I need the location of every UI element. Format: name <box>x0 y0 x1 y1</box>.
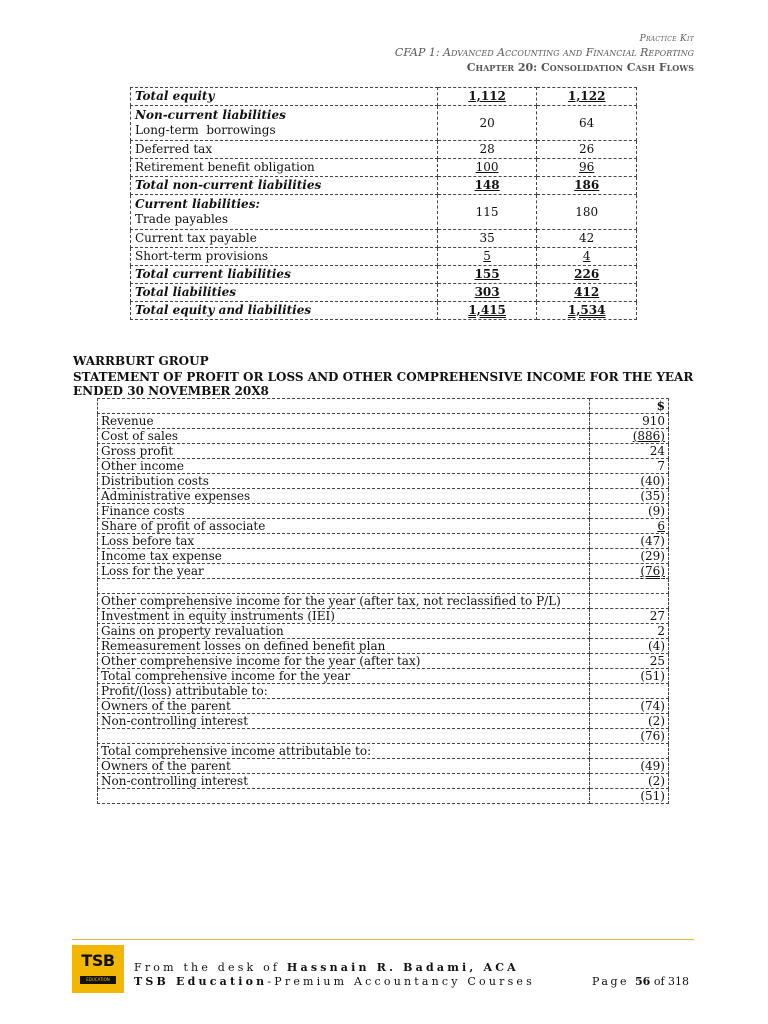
row-label <box>98 579 590 594</box>
footer-author-line <box>134 961 519 974</box>
table-row <box>98 504 669 519</box>
profit-loss-table <box>97 398 669 804</box>
cell-value: (9) <box>590 504 669 519</box>
row-label <box>131 106 438 141</box>
row-label <box>98 399 590 414</box>
row-label: Finance costs <box>98 504 590 519</box>
row-label: Gains on property revaluation <box>98 624 590 639</box>
table-row <box>98 534 669 549</box>
table-row <box>98 429 669 444</box>
cell-value: (51) <box>590 669 669 684</box>
table-row <box>98 564 669 579</box>
table-row <box>131 159 637 177</box>
footer-brand-line <box>134 975 535 988</box>
cell-value: 100 <box>437 159 537 177</box>
cell-value: 24 <box>590 444 669 459</box>
row-label <box>131 195 438 230</box>
cell-value: 1,415 <box>437 302 537 320</box>
cell-value: 64 <box>537 106 637 141</box>
cell-value: 412 <box>537 284 637 302</box>
cell-value: (2) <box>590 774 669 789</box>
row-label: Revenue <box>98 414 590 429</box>
cell-value <box>590 684 669 699</box>
footer-brand-name: TSB Education <box>134 975 268 988</box>
table-row <box>131 106 637 141</box>
table-row <box>98 444 669 459</box>
statement-title: STATEMENT OF PROFIT OR LOSS AND OTHER COMPREHENSIVE INCOME FOR THE YEAR <box>73 370 694 384</box>
cell-value: 42 <box>537 230 637 248</box>
footer-author-name: Hassnain R. Badami, ACA <box>286 961 519 974</box>
table-row <box>131 177 637 195</box>
row-label: Other comprehensive income for the year (after tax, not reclassified to P/L) <box>98 594 590 609</box>
table-row <box>131 141 637 159</box>
cell-value: (51) <box>590 789 669 804</box>
section-heading: Non-current liabilities <box>135 108 286 122</box>
row-label: Gross profit <box>98 444 590 459</box>
footer-divider <box>72 939 694 940</box>
cell-value: 28 <box>437 141 537 159</box>
table-row <box>131 88 637 106</box>
row-label: Deferred tax <box>131 141 438 159</box>
cell-value: (29) <box>590 549 669 564</box>
row-label: Current tax payable <box>131 230 438 248</box>
cell-value: (49) <box>590 759 669 774</box>
table-row <box>98 549 669 564</box>
cell-value <box>590 594 669 609</box>
row-label: Short-term provisions <box>131 248 438 266</box>
section-heading: Current liabilities: <box>135 197 260 211</box>
table-row <box>98 699 669 714</box>
page-total: of 318 <box>650 975 690 988</box>
table-row <box>131 266 637 284</box>
row-label: Cost of sales <box>98 429 590 444</box>
table-row <box>131 302 637 320</box>
cell-value: (4) <box>590 639 669 654</box>
cell-value: 1,112 <box>437 88 537 106</box>
group-title: WARRBURT GROUP <box>73 354 209 368</box>
footer-prefix: From the desk of <box>134 961 287 974</box>
cell-value: (47) <box>590 534 669 549</box>
cell-value: 6 <box>590 519 669 534</box>
cell-value: 186 <box>537 177 637 195</box>
row-label: Other comprehensive income for the year (after tax) <box>98 654 590 669</box>
cell-value: $ <box>590 399 669 414</box>
row-label: Total equity and liabilities <box>131 302 438 320</box>
row-label: Distribution costs <box>98 474 590 489</box>
table-row <box>98 414 669 429</box>
cell-value: (2) <box>590 714 669 729</box>
cell-value: (76) <box>590 729 669 744</box>
table-row <box>98 459 669 474</box>
logo-text: TSB <box>81 951 115 970</box>
table-row <box>98 669 669 684</box>
table-row <box>98 714 669 729</box>
cell-value <box>590 744 669 759</box>
table-row <box>131 195 637 230</box>
table-row <box>98 609 669 624</box>
cell-value <box>590 579 669 594</box>
cell-value: 7 <box>590 459 669 474</box>
table-row <box>98 774 669 789</box>
cell-value: 148 <box>437 177 537 195</box>
row-label: Total comprehensive income for the year <box>98 669 590 684</box>
row-label-text: Trade payables <box>135 212 229 226</box>
row-label: Total liabilities <box>131 284 438 302</box>
header-practice-kit: Practice Kit <box>639 34 694 44</box>
table-row <box>98 654 669 669</box>
cell-value: (76) <box>590 564 669 579</box>
table-row <box>131 248 637 266</box>
cell-value: 5 <box>437 248 537 266</box>
cell-value: 115 <box>437 195 537 230</box>
table-row <box>98 624 669 639</box>
cell-value: 96 <box>537 159 637 177</box>
balance-sheet-table <box>130 87 637 320</box>
cell-value: 27 <box>590 609 669 624</box>
page-prefix: Page <box>592 975 636 988</box>
row-label: Other income <box>98 459 590 474</box>
cell-value: (74) <box>590 699 669 714</box>
header-course-title: CFAP 1: Advanced Accounting and Financial Reporting <box>394 46 694 59</box>
table-row <box>98 474 669 489</box>
table-row <box>98 489 669 504</box>
cell-value: 4 <box>537 248 637 266</box>
row-label: Non-controlling interest <box>98 774 590 789</box>
table-row <box>131 284 637 302</box>
table-row <box>98 744 669 759</box>
table-row <box>98 729 669 744</box>
cell-value: 1,122 <box>537 88 637 106</box>
tsb-logo <box>72 945 124 993</box>
table-row <box>98 684 669 699</box>
table-row <box>98 759 669 774</box>
table-row <box>98 789 669 804</box>
row-label <box>98 729 590 744</box>
row-label: Income tax expense <box>98 549 590 564</box>
table-row <box>98 594 669 609</box>
row-label: Owners of the parent <box>98 699 590 714</box>
row-label: Investment in equity instruments (IEI) <box>98 609 590 624</box>
row-label-text: Long-term borrowings <box>135 123 276 137</box>
cell-value: 155 <box>437 266 537 284</box>
cell-value: 1,534 <box>537 302 637 320</box>
cell-value: 226 <box>537 266 637 284</box>
header-chapter-title: Chapter 20: Consolidation Cash Flows <box>466 61 694 74</box>
cell-value: 35 <box>437 230 537 248</box>
page-current: 56 <box>635 975 651 988</box>
row-label <box>98 789 590 804</box>
table-row <box>98 579 669 594</box>
row-label: Retirement benefit obligation <box>131 159 438 177</box>
row-label: Profit/(loss) attributable to: <box>98 684 590 699</box>
cell-value: (35) <box>590 489 669 504</box>
row-label: Non-controlling interest <box>98 714 590 729</box>
cell-value: 303 <box>437 284 537 302</box>
row-label: Loss for the year <box>98 564 590 579</box>
table-row <box>98 519 669 534</box>
row-label: Share of profit of associate <box>98 519 590 534</box>
page-number <box>592 975 689 988</box>
row-label: Total comprehensive income attributable to: <box>98 744 590 759</box>
cell-value: (40) <box>590 474 669 489</box>
cell-value: 180 <box>537 195 637 230</box>
row-label: Total current liabilities <box>131 266 438 284</box>
cell-value: 20 <box>437 106 537 141</box>
cell-value: (886) <box>590 429 669 444</box>
row-label: Total non-current liabilities <box>131 177 438 195</box>
table-row <box>131 230 637 248</box>
row-label: Loss before tax <box>98 534 590 549</box>
row-label: Remeasurement losses on defined benefit plan <box>98 639 590 654</box>
cell-value: 2 <box>590 624 669 639</box>
footer-brand-tagline: -Premium Accountancy Courses <box>267 975 535 988</box>
table-row <box>98 639 669 654</box>
row-label: Administrative expenses <box>98 489 590 504</box>
row-label: Owners of the parent <box>98 759 590 774</box>
cell-value: 25 <box>590 654 669 669</box>
row-label: Total equity <box>131 88 438 106</box>
statement-period: ENDED 30 NOVEMBER 20X8 <box>73 384 269 398</box>
cell-value: 26 <box>537 141 637 159</box>
logo-subtext: EDUCATION <box>80 976 116 984</box>
cell-value: 910 <box>590 414 669 429</box>
table-row <box>98 399 669 414</box>
